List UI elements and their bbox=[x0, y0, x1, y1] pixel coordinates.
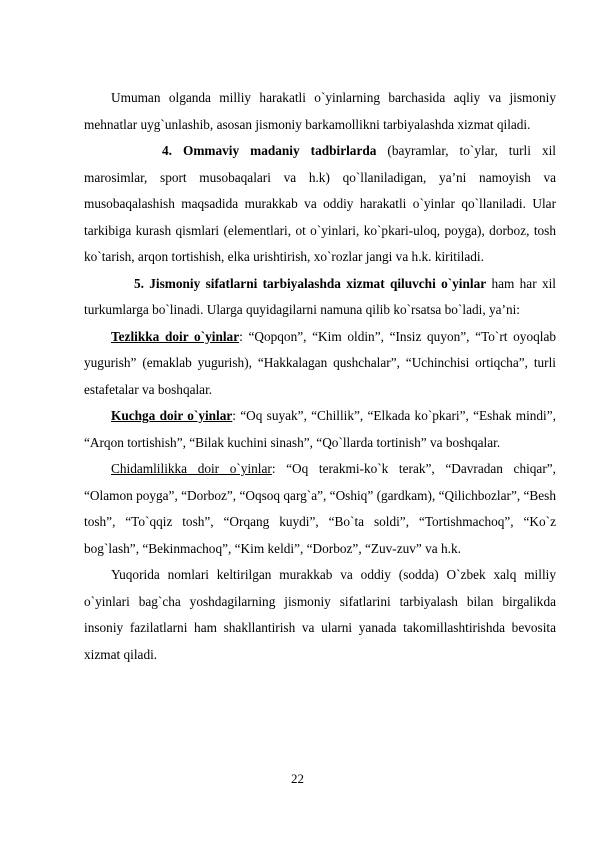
paragraph-text: : “Oq terakmi-ko`k terak”, “Davradan chiqar”, “Olamon poyga”, “Dorboz”, “Oqsoq qarg`a”, “Oshiq” (gardkam), “Qilichbozlar”, “Besh tosh”, “To`qqiz tosh”, “Orqang kuydi”, “Bo`ta soldi”, “Tortishmachoq”, “Ko`z bog`lash”, “Bekinmachoq”, “Kim keldi”, “Dorboz”, “Zuv-zuv” va h.k. bbox=[84, 461, 556, 556]
paragraph-text: : “Qopqon”, “Kim oldin”, “Insiz quyon”, “To`rt oyoqlab yugurish” (emaklab yugurish), “Hakkalagan qushchalar”, “Uchinchisi ortiqcha”, turli estafetalar va boshqalar. bbox=[84, 328, 557, 397]
paragraph-mass-events bbox=[84, 138, 556, 271]
paragraph-text: Yuqorida nomlari keltirilgan murakkab va oddiy (sodda) O`zbek xalq milliy o`yinlari bag`cha yoshdagilarning jismoniy sifatlarini tarbiyalash bilan birgalikda insoniy fazilatlarni ham shakllantirish va ularni yanada takomillashtirishda bevosita xizmat qiladi. bbox=[84, 567, 556, 662]
paragraph-intro bbox=[84, 85, 556, 138]
paragraph-text: Umuman olganda milliy harakatli o`yinlarning barchasida aqliy va jismoniy mehnatlar uyg`unlashib, asosan jismoniy barkamollikni tarbiyalashda xizmat qiladi. bbox=[84, 90, 556, 132]
subheading-strength-games: Kuchga doir o`yinlar bbox=[111, 408, 233, 423]
subheading-speed-games: Tezlikka doir o`yinlar bbox=[111, 328, 240, 344]
paragraph-physical-qualities bbox=[84, 271, 556, 324]
paragraph-endurance-games bbox=[84, 456, 556, 562]
section-heading-physical-qualities: 5. Jismoniy sifatlarni tarbiyalashda xizmat qiluvchi o`yinlar bbox=[134, 275, 487, 291]
paragraph-text: (bayramlar, to`ylar, turli xil marosimlar, sport musobaqalari va h.k) qo`llaniladigan, ya’ni namoyish va musobaqalashish maqsadida murakkab va oddiy harakatli o`yinlar qo`llaniladi. Ular tarkibiga kurash qismlari (elementlari, ot o`yinlari, ko`pkari-uloq, poyga), dorboz, tosh ko`tarish, arqon tortishish, elka urishtirish, xo`rozlar jangi va h.k. kiritiladi. bbox=[84, 143, 556, 264]
document-body bbox=[84, 85, 556, 668]
page-number: 22 bbox=[291, 771, 304, 786]
paragraph-strength-games bbox=[84, 403, 556, 456]
paragraph-text: : “Oq suyak”, “Chillik”, “Elkada ko`pkari”, “Eshak mindi”, “Arqon tortishish”, “Bilak kuchini sinash”, “Qo`llarda tortinish” va boshqalar. bbox=[84, 408, 556, 450]
paragraph-conclusion bbox=[84, 562, 556, 668]
section-heading-mass-events: 4. Ommaviy madaniy tadbirlarda bbox=[162, 143, 377, 158]
subheading-endurance-games: Chidamlilikka doir o`yinlar bbox=[111, 461, 272, 476]
paragraph-text: ham har xil turkumlarga bo`linadi. Ularga quyidagilarni namuna qilib ko`rsatsa bo`ladi, ya’ni: bbox=[84, 275, 556, 317]
paragraph-speed-games bbox=[84, 324, 556, 404]
